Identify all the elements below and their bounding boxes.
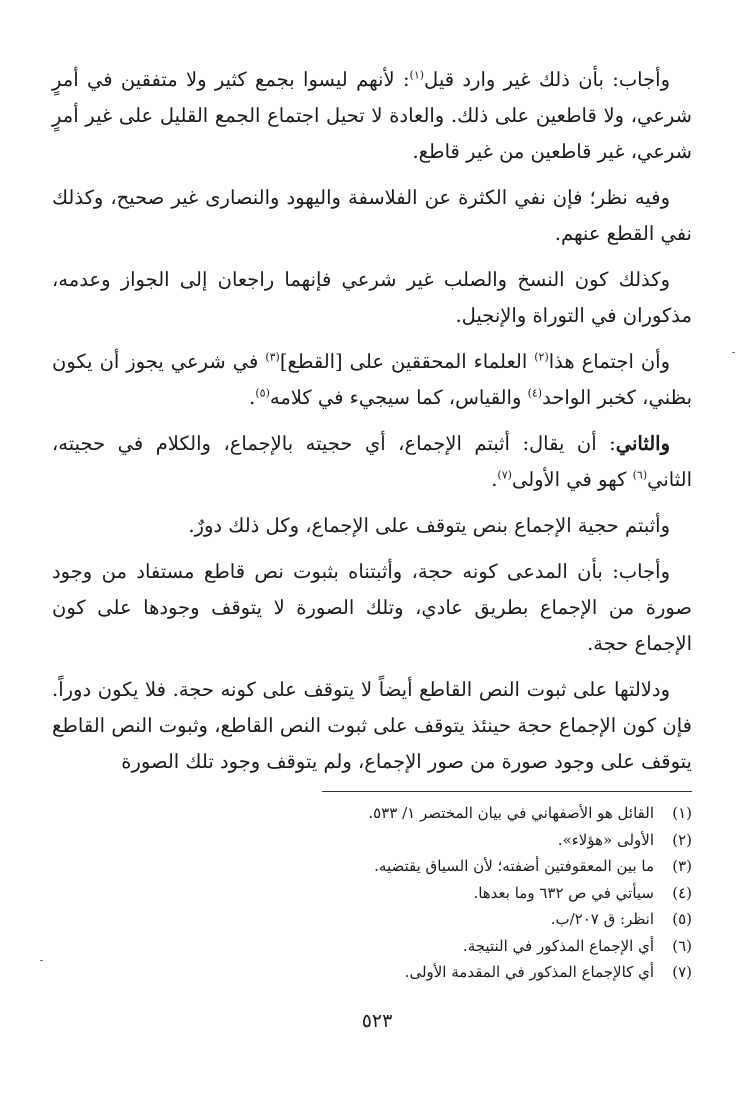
footnote-separator — [322, 791, 692, 792]
paragraph: وأجاب: بأن ذلك غير وارد قيل$^{(١)}$: لأنهم ليسوا بجمع كثير ولا متفقين في أمرٍ شرعي، ولا قاطعين على ذلك. والعادة لا تحيل اجتماع الجمع القليل على غير أمرٍ شرعي، غير قاطعين من غير قاطع. — [52, 68, 692, 163]
footnote-ref[interactable]: (٥) — [255, 386, 270, 400]
footnote-ref[interactable]: (٣) — [265, 350, 280, 364]
main-text — [52, 62, 692, 790]
footnote: (٤) سيأتي في ص ٦٣٢ وما بعدها. — [473, 883, 692, 902]
footnote-ref[interactable]: (٤) — [527, 386, 543, 400]
paragraph: وأثبتم حجية الإجماع بنص يتوقف على الإجماع، وكل ذلك دورٌ. — [188, 514, 670, 537]
footnote: (١) القائل هو الأصفهاني في بيان المختصر ١/ ٥٣٣. — [368, 804, 692, 822]
page-number: ٥٢٣ — [361, 1010, 393, 1032]
paragraph: وأجاب: بأن المدعى كونه حجة، وأثبتناه بثبوت نص قاطع مستفاد من وجود صورة من الإجماع بطريق عادي، وتلك الصورة لا يتوقف وجودها على كون الإجماع حجة. — [52, 560, 692, 655]
footnote-ref[interactable]: (٧) — [497, 468, 512, 482]
footnote: (٥) انظر: ق ٢٠٧/ب. — [550, 910, 692, 928]
paragraph: والثاني: أن يقال: أثبتم الإجماع، أي حجيته بالإجماع، والكلام في حجيته، الثاني$^{(٦)}$ كهو في الأولى$^{(٧)}$. — [52, 432, 692, 491]
paragraph: وكذلك كون النسخ والصلب غير شرعي فإنهما راجعان إلى الجواز وعدمه، مذكوران في التوراة والإنجيل. — [52, 268, 692, 327]
footnote: (٣) ما بين المعقوفتين أضفته؛ لأن السياق يقتضيه. — [374, 857, 692, 875]
footnote: (٦) أي الإجماع المذكور في النتيجة. — [462, 936, 692, 955]
section-heading: والثاني — [615, 432, 670, 455]
footnote-ref[interactable]: (١) — [409, 68, 425, 82]
scan-speck — [732, 352, 735, 353]
paragraph: وأن اجتماع هذا$^{(٢)}$ العلماء المحققين على [القطع]$^{(٣)}$ في شرعي يجوز أن يكون بظني، كخبر الواحد$^{(٤)}$ والقياس، كما سيجيء في كلامه$^{(٥)}$. — [52, 350, 692, 409]
footnote: (٢) الأولى «هؤلاء». — [557, 830, 692, 849]
footnotes — [192, 800, 692, 986]
paragraph: وفيه نظر؛ فإن نفي الكثرة عن الفلاسفة واليهود والنصارى غير صحيح، وكذلك نفي القطع عنهم. — [52, 186, 692, 245]
scan-speck — [40, 960, 43, 961]
footnote-ref[interactable]: (٢) — [534, 350, 549, 364]
footnote: (٧) أي كالإجماع المذكور في المقدمة الأولى. — [404, 963, 692, 981]
footnote-ref[interactable]: (٦) — [632, 468, 648, 482]
paragraph: ودلالتها على ثبوت النص القاطع أيضاً لا يتوقف على كونه حجة. فلا يكون دوراً. فإن كون الإجماع حجة حينئذ يتوقف على ثبوت النص القاطع، وثبوت النص القاطع يتوقف على وجود صورة من صور الإجماع، ولم يتوقف وجود تلك الصورة — [52, 678, 692, 773]
